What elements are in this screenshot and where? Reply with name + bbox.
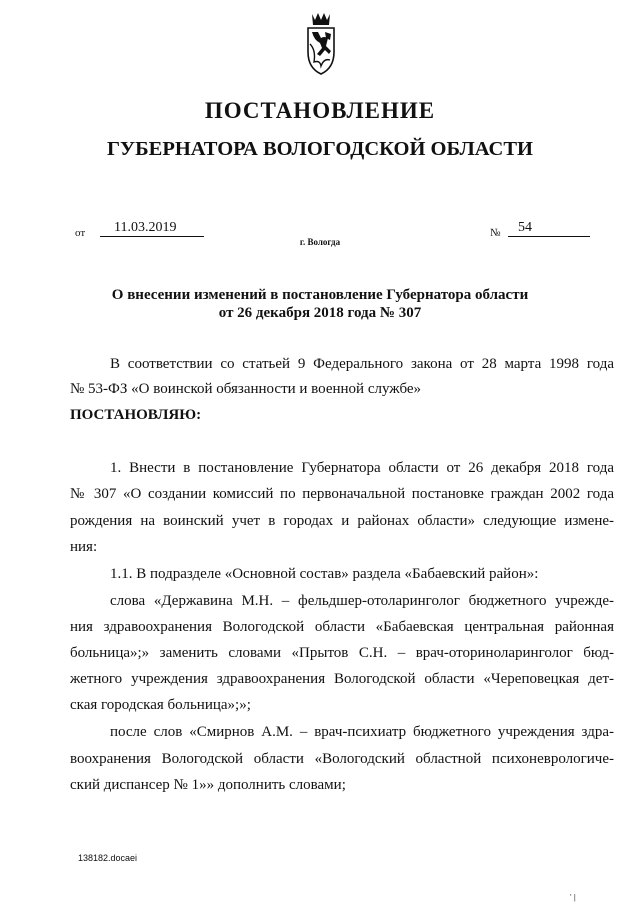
preamble-line-1: В соответствии со статьей 9 Федерального закона от 28 марта 1998 года: [110, 356, 614, 372]
date-value: 11.03.2019: [100, 220, 204, 237]
city-label: г. Вологда: [299, 237, 341, 247]
item1-line-2: № 307 «О создании комиссий по первоначальной постановке граждан 2002 года: [70, 486, 614, 502]
document-issuer: ГУБЕРНАТОРА ВОЛОГОДСКОЙ ОБЛАСТИ: [107, 138, 533, 160]
item1-line-3: рождения на воинский учет в городах и районах области» следующие измене-: [70, 513, 614, 529]
item1-1-line-3: ния здравоохранения Вологодской области «Бабаевская центральная районная: [70, 619, 614, 635]
coat-of-arms-emblem: [300, 10, 342, 80]
preamble-line-2: № 53-ФЗ «О воинской обязанности и военной службе»: [70, 381, 422, 397]
document-title: ПОСТАНОВЛЕНИЕ: [204, 98, 436, 123]
item1-1-line-1: 1.1. В подразделе «Основной состав» раздела «Бабаевский район»:: [110, 566, 539, 582]
number-value: 54: [508, 220, 590, 237]
item1-1-line-9: ский диспансер № 1»» дополнить словами;: [70, 777, 346, 793]
file-code: 138182.docaei: [78, 853, 138, 863]
item1-1-line-8: воохранения Вологодской области «Вологодский областной психоневрологиче-: [70, 751, 614, 767]
item1-1-line-2: слова «Державина М.Н. – фельдшер-отоларинголог бюджетного учрежде-: [110, 593, 614, 609]
subject-line-1: О внесении изменений в постановление Губернатора области: [111, 287, 529, 303]
item1-line-4: ния:: [70, 539, 98, 555]
scan-mark: ' |: [570, 893, 576, 902]
decree-heading: ПОСТАНОВЛЯЮ:: [70, 407, 202, 423]
item1-1-line-7: после слов «Смирнов А.М. – врач-психиатр бюджетного учреждения здра-: [110, 724, 614, 740]
subject-line-2: от 26 декабря 2018 года № 307: [218, 305, 422, 321]
date-label: от: [75, 227, 86, 239]
item1-1-line-6: ская городская больница»;»;: [70, 697, 251, 713]
item1-1-line-5: жетного учреждения здравоохранения Вологодской области «Череповецкая дет-: [70, 671, 614, 687]
number-label: №: [490, 227, 501, 239]
item1-1-line-4: больница»;» заменить словами «Прытов С.Н. – врач-оториноларинголог бюд-: [70, 645, 614, 661]
item1-line-1: 1. Внести в постановление Губернатора области от 26 декабря 2018 года: [110, 460, 614, 476]
